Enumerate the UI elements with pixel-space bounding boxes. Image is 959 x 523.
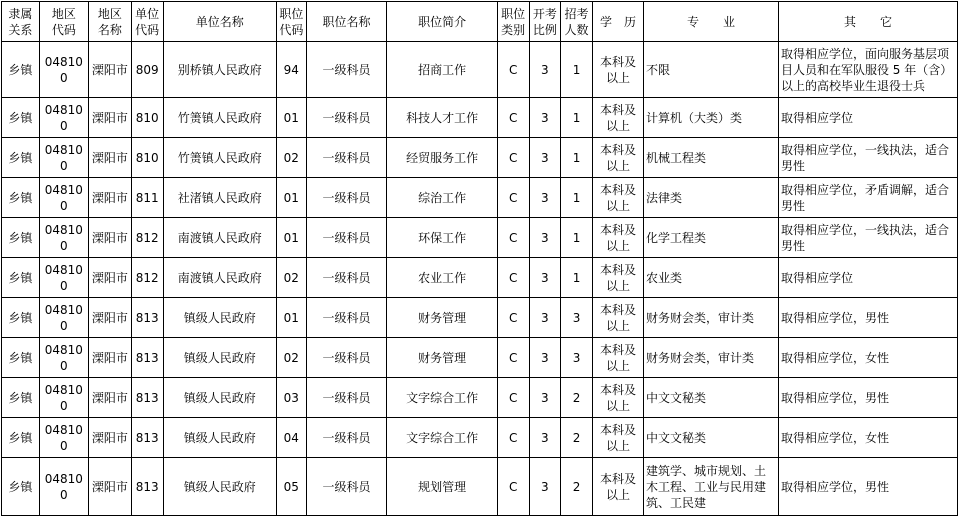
cell-position-code: 01 [277, 98, 307, 138]
cell-region-code: 048100 [39, 458, 88, 516]
cell-position-code: 01 [277, 298, 307, 338]
cell-major: 财务财会类，审计类 [644, 298, 779, 338]
cell-region-name: 溧阳市 [88, 378, 131, 418]
cell-unit-code: 813 [131, 418, 163, 458]
cell-position-intro: 科技人才工作 [387, 98, 497, 138]
header-unit-name: 单位名称 [163, 2, 276, 42]
header-position-code: 职位 代码 [277, 2, 307, 42]
cell-position-code: 04 [277, 418, 307, 458]
cell-education: 本科及以上 [592, 258, 643, 298]
table-row [2, 218, 958, 258]
cell-position-code: 01 [277, 178, 307, 218]
cell-position-category: C [497, 458, 529, 516]
cell-affiliation: 乡镇 [2, 378, 40, 418]
cell-major: 计算机（大类）类 [644, 98, 779, 138]
cell-major: 中文文秘类 [644, 378, 779, 418]
cell-region-code: 048100 [39, 42, 88, 98]
table-row [2, 258, 958, 298]
cell-affiliation: 乡镇 [2, 178, 40, 218]
cell-region-name: 溧阳市 [88, 138, 131, 178]
cell-affiliation: 乡镇 [2, 298, 40, 338]
cell-position-intro: 经贸服务工作 [387, 138, 497, 178]
cell-position-intro: 环保工作 [387, 218, 497, 258]
cell-region-name: 溧阳市 [88, 178, 131, 218]
cell-region-name: 溧阳市 [88, 458, 131, 516]
header-education: 学 历 [592, 2, 643, 42]
cell-region-code: 048100 [39, 338, 88, 378]
cell-other: 取得相应学位 [778, 258, 957, 298]
cell-unit-code: 810 [131, 138, 163, 178]
cell-position-intro: 招商工作 [387, 42, 497, 98]
cell-affiliation: 乡镇 [2, 458, 40, 516]
cell-position-name: 一级科员 [306, 178, 387, 218]
cell-affiliation: 乡镇 [2, 42, 40, 98]
cell-unit-name: 镇级人民政府 [163, 378, 276, 418]
cell-unit-name: 南渡镇人民政府 [163, 218, 276, 258]
cell-exam-ratio: 3 [529, 458, 561, 516]
header-position-intro: 职位简介 [387, 2, 497, 42]
header-other: 其 它 [778, 2, 957, 42]
cell-education: 本科及以上 [592, 218, 643, 258]
cell-unit-code: 813 [131, 378, 163, 418]
cell-exam-ratio: 3 [529, 298, 561, 338]
cell-hiring-count: 2 [561, 458, 593, 516]
cell-position-name: 一级科员 [306, 138, 387, 178]
cell-position-code: 02 [277, 338, 307, 378]
cell-major: 农业类 [644, 258, 779, 298]
cell-affiliation: 乡镇 [2, 338, 40, 378]
cell-region-code: 048100 [39, 258, 88, 298]
cell-education: 本科及以上 [592, 458, 643, 516]
cell-position-category: C [497, 98, 529, 138]
cell-exam-ratio: 3 [529, 218, 561, 258]
table-row [2, 98, 958, 138]
cell-position-intro: 综治工作 [387, 178, 497, 218]
cell-unit-code: 812 [131, 218, 163, 258]
cell-position-name: 一级科员 [306, 218, 387, 258]
cell-other: 取得相应学位，矛盾调解，适合男性 [778, 178, 957, 218]
cell-exam-ratio: 3 [529, 418, 561, 458]
cell-position-code: 03 [277, 378, 307, 418]
cell-region-name: 溧阳市 [88, 298, 131, 338]
cell-major: 中文文秘类 [644, 418, 779, 458]
cell-unit-name: 别桥镇人民政府 [163, 42, 276, 98]
cell-education: 本科及以上 [592, 338, 643, 378]
cell-affiliation: 乡镇 [2, 218, 40, 258]
header-major: 专 业 [644, 2, 779, 42]
cell-position-name: 一级科员 [306, 338, 387, 378]
cell-position-intro: 文字综合工作 [387, 418, 497, 458]
cell-unit-code: 813 [131, 338, 163, 378]
cell-major: 财务财会类，审计类 [644, 338, 779, 378]
table-row [2, 138, 958, 178]
cell-position-code: 94 [277, 42, 307, 98]
table-row [2, 298, 958, 338]
cell-region-code: 048100 [39, 378, 88, 418]
cell-major: 机械工程类 [644, 138, 779, 178]
cell-other: 取得相应学位，男性 [778, 298, 957, 338]
cell-region-code: 048100 [39, 418, 88, 458]
header-row [2, 2, 958, 42]
cell-unit-name: 镇级人民政府 [163, 298, 276, 338]
cell-unit-code: 811 [131, 178, 163, 218]
cell-education: 本科及以上 [592, 298, 643, 338]
cell-region-code: 048100 [39, 178, 88, 218]
cell-position-category: C [497, 258, 529, 298]
table-row [2, 458, 958, 516]
header-position-name: 职位名称 [306, 2, 387, 42]
cell-exam-ratio: 3 [529, 42, 561, 98]
cell-region-code: 048100 [39, 98, 88, 138]
cell-other: 取得相应学位，一线执法，适合男性 [778, 218, 957, 258]
cell-education: 本科及以上 [592, 178, 643, 218]
cell-other: 取得相应学位，女性 [778, 338, 957, 378]
cell-position-category: C [497, 378, 529, 418]
cell-region-code: 048100 [39, 218, 88, 258]
cell-region-code: 048100 [39, 298, 88, 338]
cell-hiring-count: 1 [561, 42, 593, 98]
cell-hiring-count: 3 [561, 298, 593, 338]
cell-exam-ratio: 3 [529, 258, 561, 298]
cell-unit-code: 812 [131, 258, 163, 298]
cell-hiring-count: 1 [561, 218, 593, 258]
table-row [2, 42, 958, 98]
cell-exam-ratio: 3 [529, 338, 561, 378]
cell-position-category: C [497, 138, 529, 178]
cell-position-category: C [497, 178, 529, 218]
cell-position-category: C [497, 338, 529, 378]
cell-position-category: C [497, 418, 529, 458]
cell-position-category: C [497, 42, 529, 98]
cell-region-name: 溧阳市 [88, 338, 131, 378]
cell-exam-ratio: 3 [529, 378, 561, 418]
header-position-category: 职位 类别 [497, 2, 529, 42]
cell-unit-name: 镇级人民政府 [163, 458, 276, 516]
cell-unit-code: 809 [131, 42, 163, 98]
cell-region-name: 溧阳市 [88, 98, 131, 138]
cell-position-intro: 财务管理 [387, 338, 497, 378]
cell-hiring-count: 2 [561, 378, 593, 418]
cell-hiring-count: 1 [561, 138, 593, 178]
cell-position-intro: 农业工作 [387, 258, 497, 298]
cell-region-name: 溧阳市 [88, 418, 131, 458]
table-row [2, 178, 958, 218]
cell-other: 取得相应学位，面向服务基层项目人员和在军队服役 5 年（含）以上的高校毕业生退役士兵 [778, 42, 957, 98]
cell-region-name: 溧阳市 [88, 42, 131, 98]
header-hiring-count: 招考 人数 [561, 2, 593, 42]
cell-position-name: 一级科员 [306, 458, 387, 516]
header-unit-code: 单位 代码 [131, 2, 163, 42]
cell-position-code: 02 [277, 258, 307, 298]
cell-unit-name: 竹箦镇人民政府 [163, 138, 276, 178]
job-table [1, 1, 958, 516]
cell-position-name: 一级科员 [306, 98, 387, 138]
cell-affiliation: 乡镇 [2, 138, 40, 178]
cell-position-intro: 财务管理 [387, 298, 497, 338]
cell-position-category: C [497, 218, 529, 258]
cell-major: 化学工程类 [644, 218, 779, 258]
cell-hiring-count: 1 [561, 178, 593, 218]
cell-major: 法律类 [644, 178, 779, 218]
cell-unit-name: 南渡镇人民政府 [163, 258, 276, 298]
cell-affiliation: 乡镇 [2, 98, 40, 138]
cell-position-code: 05 [277, 458, 307, 516]
cell-region-name: 溧阳市 [88, 258, 131, 298]
cell-hiring-count: 1 [561, 98, 593, 138]
cell-unit-name: 竹箦镇人民政府 [163, 98, 276, 138]
cell-region-name: 溧阳市 [88, 218, 131, 258]
cell-education: 本科及以上 [592, 378, 643, 418]
cell-other: 取得相应学位，男性 [778, 458, 957, 516]
cell-exam-ratio: 3 [529, 98, 561, 138]
cell-unit-name: 镇级人民政府 [163, 418, 276, 458]
cell-position-intro: 文字综合工作 [387, 378, 497, 418]
cell-position-name: 一级科员 [306, 298, 387, 338]
cell-major: 不限 [644, 42, 779, 98]
cell-education: 本科及以上 [592, 418, 643, 458]
cell-major: 建筑学、城市规划、土木工程、工业与民用建筑、工民建 [644, 458, 779, 516]
cell-other: 取得相应学位 [778, 98, 957, 138]
cell-position-code: 01 [277, 218, 307, 258]
header-region-name: 地区 名称 [88, 2, 131, 42]
cell-unit-code: 813 [131, 298, 163, 338]
cell-education: 本科及以上 [592, 98, 643, 138]
cell-unit-name: 社渚镇人民政府 [163, 178, 276, 218]
cell-hiring-count: 1 [561, 258, 593, 298]
cell-position-name: 一级科员 [306, 418, 387, 458]
cell-unit-code: 813 [131, 458, 163, 516]
cell-education: 本科及以上 [592, 138, 643, 178]
cell-position-name: 一级科员 [306, 42, 387, 98]
cell-unit-name: 镇级人民政府 [163, 338, 276, 378]
cell-other: 取得相应学位，男性 [778, 378, 957, 418]
cell-position-code: 02 [277, 138, 307, 178]
cell-position-name: 一级科员 [306, 258, 387, 298]
header-region-code: 地区 代码 [39, 2, 88, 42]
cell-position-name: 一级科员 [306, 378, 387, 418]
cell-unit-code: 810 [131, 98, 163, 138]
cell-hiring-count: 3 [561, 338, 593, 378]
cell-region-code: 048100 [39, 138, 88, 178]
cell-exam-ratio: 3 [529, 138, 561, 178]
cell-position-intro: 规划管理 [387, 458, 497, 516]
cell-other: 取得相应学位，一线执法，适合男性 [778, 138, 957, 178]
table-row [2, 338, 958, 378]
table-body [2, 42, 958, 516]
cell-affiliation: 乡镇 [2, 418, 40, 458]
header-affiliation: 隶属 关系 [2, 2, 40, 42]
header-exam-ratio: 开考 比例 [529, 2, 561, 42]
cell-education: 本科及以上 [592, 42, 643, 98]
cell-exam-ratio: 3 [529, 178, 561, 218]
cell-other: 取得相应学位，女性 [778, 418, 957, 458]
cell-position-category: C [497, 298, 529, 338]
cell-affiliation: 乡镇 [2, 258, 40, 298]
table-row [2, 418, 958, 458]
table-row [2, 378, 958, 418]
cell-hiring-count: 2 [561, 418, 593, 458]
